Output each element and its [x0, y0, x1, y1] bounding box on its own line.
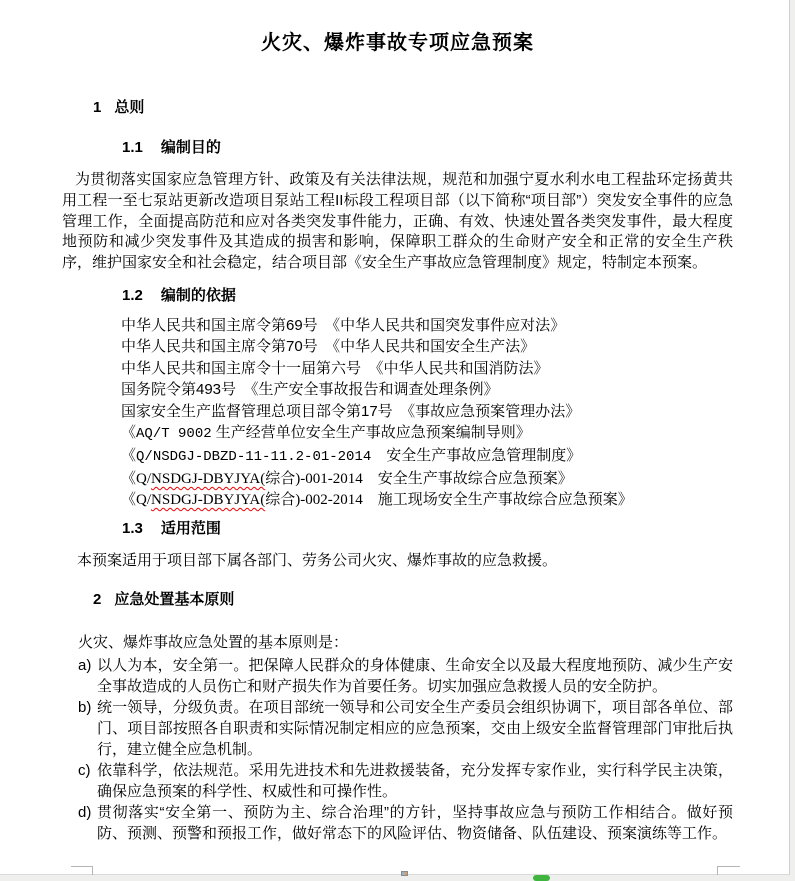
principle-label: d): [78, 803, 92, 821]
purpose-paragraph: 为贯彻落实国家应急管理方针、政策及有关法律法规，规范和加强宁夏水利水电工程盐环定扬黄共用工程一至七泵站更新改造项目泵站工程II标段工程项目部（以下简称“项目部”）突发安全事件的应急管理工作，全面提高防范和应对各类突发事件能力，正确、有效、快速处置各类突发事件，最大程度地预防和减少突发事件及其造成的损害和影响，保障职工群众的生命财产安全和正常的安全生产秩序，维护国家安全和社会稳定，结合项目部《安全生产事故应急管理制度》规定，特制定本预案。: [62, 171, 733, 272]
section-1-1-heading: [122, 140, 733, 156]
section-heading-text: 适用范围: [160, 519, 221, 537]
document-body: [62, 0, 733, 844]
section-1-heading: [93, 100, 733, 116]
reference-text: 国务院令第493号 《生产安全事故报告和调查处理条例》: [121, 381, 499, 399]
principle-text: 贯彻落实“安全第一、预防为主、综合治理”的方针，坚持事故应急与预防工作相结合。做好预防、预测、预警和预报工作，做好常态下的风险评估、物资储备、队伍建设、预案演练等工作。: [97, 803, 733, 842]
margin-crop-mark-right: [717, 866, 740, 875]
scope-paragraph: 本预案适用于项目部下属各部门、劳务公司火灾、爆炸事故的应急救援。: [77, 551, 558, 569]
principle-item: [62, 802, 733, 844]
reference-text: 综合)-001-2014 安全生产事故综合应急预案》: [265, 470, 573, 487]
section-1-2-heading: [122, 288, 733, 304]
reference-text: 生产经营单位安全生产事故应急预案编制导则》: [211, 424, 531, 442]
principles-list: [62, 655, 733, 844]
reference-text: 国家安全生产监督管理总项目部令第17号 《事故应急预案管理办法》: [121, 402, 581, 420]
spellcheck-flagged-text: NSDGJ-DBYJYA(: [151, 470, 266, 487]
taskbar-app-icon[interactable]: [401, 871, 408, 876]
reference-line: [62, 490, 733, 511]
section-1-3-heading: [122, 521, 733, 537]
principle-label: b): [78, 698, 92, 716]
principle-item: [62, 760, 733, 802]
section-heading-text: 应急处置基本原则: [114, 590, 235, 608]
principle-item: [62, 655, 733, 697]
reference-text: 《Q/: [121, 470, 152, 487]
section-number: 1.2: [122, 286, 143, 304]
reference-line: [62, 469, 733, 490]
taskbar-green-indicator-icon[interactable]: [533, 875, 550, 881]
reference-text: 中华人民共和国主席令第69号 《中华人民共和国突发事件应对法》: [121, 316, 566, 334]
reference-list: [62, 315, 733, 512]
reference-line: [62, 379, 733, 400]
reference-line: [62, 336, 733, 357]
reference-text: 中华人民共和国主席令第70号 《中华人民共和国安全生产法》: [121, 338, 536, 356]
margin-crop-mark-left: [71, 866, 93, 875]
section-number: 2: [93, 590, 102, 608]
section-2-heading: [93, 592, 733, 608]
document-title: 火灾、爆炸事故专项应急预案: [261, 32, 534, 54]
reference-line: [62, 401, 733, 422]
principle-text: 依靠科学，依法规范。采用先进技术和先进救援装备，充分发挥专家作业，实行科学民主决策，确保应急预案的科学性、权威性和可操作性。: [97, 761, 733, 800]
reference-line: [62, 358, 733, 379]
reference-text: 安全生产事故应急管理制度》: [371, 447, 582, 465]
principle-label: a): [78, 656, 92, 674]
reference-line: [62, 315, 733, 336]
section-number: 1: [93, 99, 102, 116]
reference-text: 《: [121, 447, 137, 465]
reference-text: 综合)-002-2014 施工现场安全生产事故综合应急预案》: [265, 492, 633, 509]
standard-code: Q/NSDGJ-DBZD-11-11.2-01-2014: [136, 449, 372, 466]
reference-text: 《Q/: [121, 492, 152, 509]
principles-intro: 火灾、爆炸事故应急处置的基本原则是：: [78, 633, 349, 651]
section-number: 1.3: [122, 519, 143, 537]
reference-text: 《: [121, 424, 137, 442]
spellcheck-flagged-text: NSDGJ-DBYJYA(: [151, 492, 266, 509]
standard-code: AQ/T 9002: [136, 426, 212, 443]
principle-label: c): [78, 761, 91, 779]
section-heading-text: 总则: [114, 99, 145, 116]
reference-line: [62, 445, 733, 468]
principle-item: [62, 697, 733, 760]
reference-line: [62, 422, 733, 445]
principle-text: 统一领导，分级负责。在项目部统一领导和公司安全生产委员会组织协调下，项目部各单位、部门、项目部按照各自职责和实际情况制定相应的应急预案，交由上级安全监督管理部门审批后执行，建立健全应急机制。: [97, 698, 733, 758]
section-number: 1.1: [122, 139, 143, 156]
reference-text: 中华人民共和国主席令十一届第六号 《中华人民共和国消防法》: [121, 359, 549, 377]
section-heading-text: 编制的依据: [160, 286, 236, 304]
section-heading-text: 编制目的: [160, 139, 221, 156]
principle-text: 以人为本，安全第一。把保障人民群众的身体健康、生命安全以及最大程度地预防、减少生产安全事故造成的人员伤亡和财产损失作为首要任务。切实加强应急救援人员的安全防护。: [97, 656, 733, 695]
